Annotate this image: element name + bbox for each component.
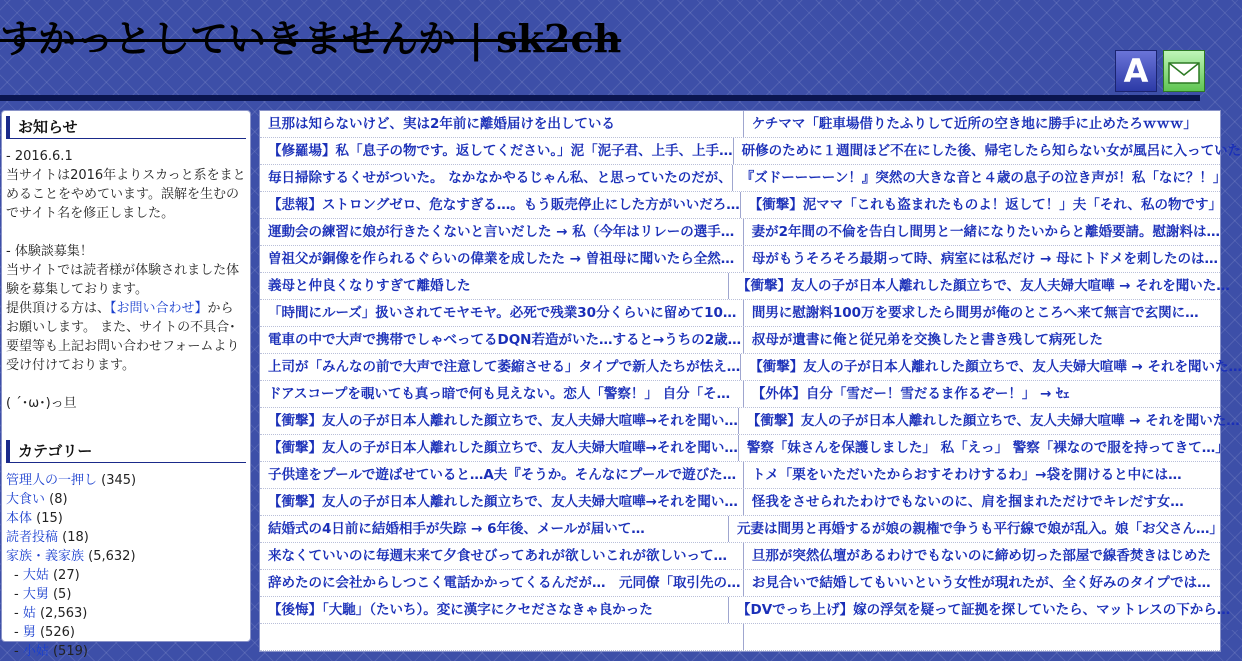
category-count: (8) (49, 492, 68, 507)
category-link[interactable]: 読者投稿 (6, 530, 59, 545)
article-link-left[interactable]: 来なくていいのに毎週末来て夕食せびってあれが欲しいこれが欲しいって… (260, 543, 744, 569)
category-count: (345) (101, 473, 137, 488)
article-link-right[interactable]: トメ「栗をいただいたからおすそわけするわ」→袋を開けると中には… (751, 467, 1182, 483)
category-count: (27) (52, 568, 80, 583)
envelope-icon (1164, 51, 1204, 91)
article-row (260, 111, 1220, 138)
category-heading: カテゴリー (6, 440, 246, 463)
sub-category-dash: - (14, 568, 23, 583)
article-row (260, 246, 1220, 273)
article-row (260, 408, 1240, 435)
article-link-left[interactable]: 運動会の練習に娘が行きたくないと言いだした → 私（今年はリレーの選手… (260, 219, 744, 245)
article-link-right[interactable] (744, 624, 1220, 650)
article-link-left[interactable]: 【衝撃】友人の子が日本人離れした顔立ちで、友人夫婦大喧嘩→それを聞い… (260, 435, 739, 461)
emoticon: ( ´･ω･)っ旦 (6, 396, 77, 411)
font-size-icon[interactable]: A (1115, 50, 1157, 92)
article-row (260, 327, 1220, 354)
article-row (260, 273, 1230, 300)
article-link-left[interactable]: 子供達をプールで遊ばせていると…A夫『そうか。そんなにプールで遊びた… (260, 462, 744, 488)
article-row (260, 219, 1220, 246)
article-list (259, 110, 1242, 652)
article-link-left[interactable]: ドアスコープを覗いても真っ暗で何も見えない。恋人「警察！」 自分「そ… (260, 381, 744, 407)
article-link-right[interactable]: 叔母が遺書に俺と従兄弟を交換したと書き残して病死した (751, 332, 1103, 348)
category-count: (15) (36, 511, 63, 526)
sub-category-dash: - (14, 587, 23, 602)
article-link-right[interactable]: 【衝撃】友人の子が日本人離れした顔立ちで、友人夫婦大喧嘩 → それを聞いた… (746, 413, 1240, 429)
article-link-right[interactable]: 怪我をさせられたわけでもないのに、肩を掴まれただけでキレだす女… (751, 494, 1184, 510)
category-link[interactable]: 姑 (22, 606, 36, 621)
notice-text: 当サイトは2016年よりスカっと系をまとめることをやめています。誤解を生むのでサイト名を修正しました。 (6, 168, 246, 221)
article-link-left[interactable]: 曽祖父が銅像を作られるぐらいの偉業を成したた → 曽祖母に聞いたら全然… (260, 246, 744, 272)
article-row (260, 354, 1242, 381)
category-item (6, 642, 246, 661)
notice-body (2, 141, 250, 413)
article-link-left[interactable] (260, 624, 744, 650)
sidebar (1, 110, 251, 659)
article-link-left[interactable]: 「時間にルーズ」扱いされてモヤモヤ。必死で残業30分くらいに留めて10… (260, 300, 744, 326)
article-row (260, 597, 1231, 624)
category-item (6, 471, 246, 490)
article-link-left[interactable]: 【悲報】ストロングゼロ、危なすぎる…。もう販売停止にした方がいいだろ… (260, 192, 741, 218)
article-link-right[interactable]: 間男に慰謝料100万を要求したら間男が俺のところへ来て無言で玄関に… (751, 305, 1199, 321)
article-row (260, 624, 1220, 651)
category-item (6, 547, 246, 566)
site-header (0, 0, 1200, 96)
category-link[interactable]: 家族・義家族 (6, 549, 85, 564)
category-count: (5,632) (88, 549, 136, 564)
article-link-left[interactable]: 義母と仲良くなりすぎて離婚した (260, 273, 729, 299)
article-link-right[interactable]: 妻が2年間の不倫を告白し間男と一緒になりたいからと離婚要請。慰謝料は… (751, 224, 1220, 240)
category-count: (5) (52, 587, 72, 602)
category-count: (519) (52, 644, 88, 659)
sub-category-dash: - (14, 625, 23, 640)
article-link-right[interactable]: 旦那が突然仏壇があるわけでもないのに締め切った部屋で線香焚きはじめた (751, 548, 1211, 564)
sub-category-dash: - (14, 606, 23, 621)
article-link-right[interactable]: 警察「妹さんを保護しました」 私「えっ」 警察「裸なので服を持ってきて…」 (746, 440, 1229, 456)
article-link-right[interactable]: お見合いで結婚してもいいという女性が現れたが、全く好みのタイプでは… (751, 575, 1211, 591)
article-link-right[interactable]: 元妻は間男と再婚するが娘の親権で争うも平行線で娘が乱入。娘「お父さん…」 (737, 521, 1223, 537)
article-row (260, 192, 1223, 219)
article-row (260, 489, 1220, 516)
article-link-left[interactable]: 結婚式の4日前に結婚相手が失踪 → 6年後、メールが届いて… (260, 516, 729, 542)
category-count: (2,563) (39, 606, 88, 621)
article-link-left[interactable]: 【後悔】「大馳」（たいち）。変に漢字にクセださなきゃ良かった (260, 597, 729, 623)
mail-icon[interactable] (1163, 50, 1205, 92)
contact-pre: 提供頂ける方は、 (6, 301, 111, 316)
article-row (260, 138, 1242, 165)
article-link-left[interactable]: 毎日掃除するくせがついた。 なかなかやるじゃん私、と思っていたのだが、 (260, 165, 733, 191)
article-link-right[interactable]: 【DVでっち上げ】嫁の浮気を疑って証拠を探していたら、マットレスの下から… (737, 602, 1231, 618)
article-link-left[interactable]: 旦那は知らないけど、実は2年前に離婚届けを出している (260, 111, 744, 137)
category-link[interactable]: 小姑 (22, 644, 49, 659)
article-link-right[interactable]: 【衝撃】泥ママ「これも盗まれたものよ！返して！」夫「それ、私の物です」 (748, 197, 1223, 213)
category-link[interactable]: 本体 (6, 511, 33, 526)
article-row (260, 300, 1220, 327)
article-link-left[interactable]: 辞めたのに会社からしつこく電話かかってくるんだが… 元同僚「取引先の… (260, 570, 744, 596)
article-row (260, 462, 1220, 489)
category-link[interactable]: 大姑 (22, 568, 49, 583)
article-row (260, 570, 1220, 597)
category-item (6, 566, 246, 585)
article-row (260, 165, 1227, 192)
article-link-right[interactable]: 【衝撃】友人の子が日本人離れした顔立ちで、友人夫婦大喧嘩 → それを聞いた… (749, 359, 1242, 375)
recruit-title: - 体験談募集！ (6, 244, 93, 259)
article-row (260, 516, 1223, 543)
category-link[interactable]: 舅 (22, 625, 36, 640)
article-link-left[interactable]: 【修羅場】私「息子の物です。返してください。」泥「泥子君、上手、上手… (260, 138, 734, 164)
article-link-right[interactable]: 【衝撃】友人の子が日本人離れした顔立ちで、友人夫婦大喧嘩 → それを聞いた… (737, 278, 1230, 294)
article-link-right[interactable]: 【外体】自分「雪だー！雪だるま作るぞー！」 → ｾｪ (751, 386, 1070, 402)
article-link-left[interactable]: 上司が「みんなの前で大声で注意して萎縮させる」タイプで新人たちが怯え… (260, 354, 741, 380)
category-link[interactable]: 大舅 (22, 587, 49, 602)
article-link-right[interactable]: ケチママ「駐車場借りたふりして近所の空き地に勝手に止めたろｗｗｗ」 (751, 116, 1197, 132)
header-divider (0, 95, 1200, 101)
category-link[interactable]: 大食い (6, 492, 46, 507)
category-list (2, 471, 250, 661)
article-link-left[interactable]: 【衝撃】友人の子が日本人離れした顔立ちで、友人夫婦大喧嘩→それを聞い… (260, 489, 744, 515)
site-title[interactable]: すかっとしていきませんか | sk2ch (0, 16, 622, 61)
category-item (6, 490, 246, 509)
category-count: (526) (39, 625, 75, 640)
contact-post: からお願いします。 また、サイトの不具合･要望等も上記お問い合わせフォームより受け付けております。 (6, 301, 240, 373)
sub-category-dash: - (14, 644, 23, 659)
notice-heading: お知らせ (6, 116, 246, 139)
category-item (6, 585, 246, 604)
category-item (6, 509, 246, 528)
category-item (6, 528, 246, 547)
article-link-left[interactable]: 【衝撃】友人の子が日本人離れした顔立ちで、友人夫婦大喧嘩→それを聞い… (260, 408, 739, 434)
contact-text (6, 299, 246, 375)
article-row (260, 435, 1229, 462)
article-row (260, 543, 1220, 570)
notice-date: - 2016.6.1 (6, 149, 73, 164)
article-link-left[interactable]: 電車の中で大声で携帯でしゃべってるDQN若造がいた…すると→うちの2歳… (260, 327, 744, 353)
contact-link[interactable]: 【お問い合わせ】 (110, 301, 208, 316)
category-count: (18) (62, 530, 89, 545)
article-link-right[interactable]: 『ズドーーーーン！』突然の大きな音と４歳の息子の泣き声が！私「なに？！」 (740, 170, 1227, 186)
article-link-right[interactable]: 研修のために１週間ほど不在にした後、帰宅したら知らない女が風呂に入っていた (741, 143, 1242, 159)
category-link[interactable]: 管理人の一押し (6, 473, 98, 488)
category-item (6, 623, 246, 642)
recruit-text: 当サイトでは読者様が体験されました体験を募集しております。 (6, 263, 240, 297)
article-link-right[interactable]: 母がもうそろそろ最期って時、病室には私だけ → 母にトドメを刺したのは… (751, 251, 1218, 267)
category-item (6, 604, 246, 623)
article-row (260, 381, 1220, 408)
